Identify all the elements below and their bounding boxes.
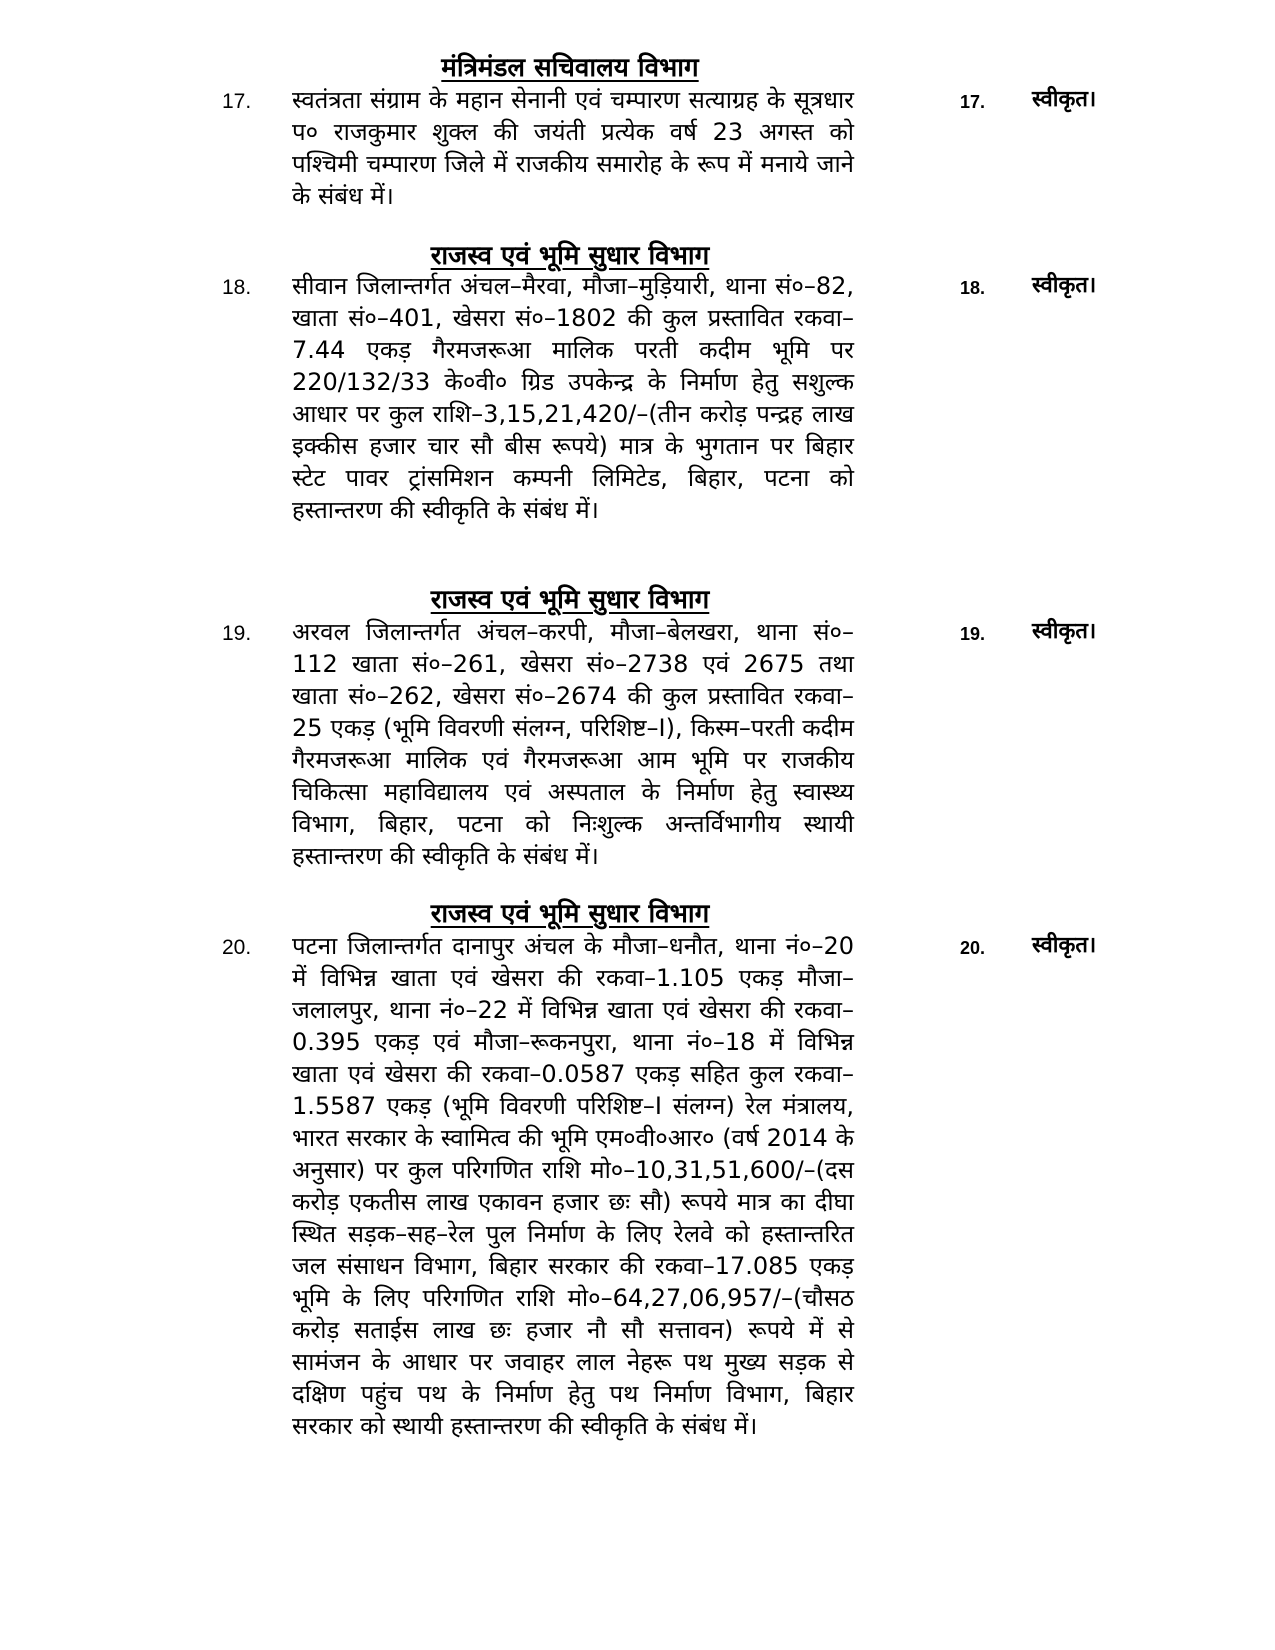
decision-number: 17. (960, 92, 986, 112)
item-description: सीवान जिलान्तर्गत अंचल–मैरवा, मौजा–मुड़ियारी, थाना सं०–82, खाता सं०–401, खेसरा सं०–1802 की कुल प्रस्तावित रकवा–7.44 एकड़ गैरमजरूआ मालिक परती कदीम भूमि पर 220/132/33 के०वी० ग्रिड उपकेन्द्र के निर्माण हेतु सशुल्क आधार पर कुल राशि–3,15,21,420/–(तीन करोड़ पन्द्रह लाख इक्कीस हजार चार सौ बीस रूपये) मात्र के भुगतान पर बिहार स्टेट पावर ट्रांसमिशन कम्पनी लिमिटेड, बिहार, पटना को हस्तान्तरण की स्वीकृति के संबंध में। (292, 272, 854, 524)
item-number: 17. (222, 90, 252, 113)
department-heading: राजस्व एवं भूमि सुधार विभाग (430, 585, 710, 615)
department-heading: राजस्व एवं भूमि सुधार विभाग (430, 899, 710, 929)
item-number: 19. (222, 622, 252, 645)
department-heading: राजस्व एवं भूमि सुधार विभाग (430, 241, 710, 271)
item-number: 18. (222, 276, 252, 299)
decision-status: स्वीकृत। (1032, 87, 1097, 112)
decision-status: स्वीकृत। (1032, 273, 1097, 298)
department-heading: मंत्रिमंडल सचिवालय विभाग (441, 53, 699, 83)
decision-status: स्वीकृत। (1032, 933, 1097, 958)
decision-number: 20. (960, 938, 986, 958)
item-description: स्वतंत्रता संग्राम के महान सेनानी एवं चम्पारण सत्याग्रह के सूत्रधार प० राजकुमार शुक्ल की जयंती प्रत्येक वर्ष 23 अगस्त को पश्चिमी चम्पारण जिले में राजकीय समारोह के रूप में मनाये जाने के संबंध में। (292, 86, 854, 210)
decision-number: 19. (960, 624, 986, 644)
item-description: अरवल जिलान्तर्गत अंचल–करपी, मौजा–बेलखरा, थाना सं०–112 खाता सं०–261, खेसरा सं०–2738 एवं 2675 तथा खाता सं०–262, खेसरा सं०–2674 की कुल प्रस्तावित रकवा–25 एकड़ (भूमि विवरणी संलग्न, परिशिष्ट–I), किस्म–परती कदीम गैरमजरूआ मालिक एवं गैरमजरूआ आम भूमि पर राजकीय चिकित्सा महाविद्यालय एवं अस्पताल के निर्माण हेतु स्वास्थ्य विभाग, बिहार, पटना को निःशुल्क अन्तर्विभागीय स्थायी हस्तान्तरण की स्वीकृति के संबंध में। (292, 618, 854, 870)
decision-number: 18. (960, 278, 986, 298)
item-number: 20. (222, 936, 252, 959)
decision-status: स्वीकृत। (1032, 619, 1097, 644)
item-description: पटना जिलान्तर्गत दानापुर अंचल के मौजा–धनौत, थाना नं०–20 में विभिन्न खाता एवं खेसरा की रकवा–1.105 एकड़ मौजा–जलालपुर, थाना नं०–22 में विभिन्न खाता एवं खेसरा की रकवा–0.395 एकड़ एवं मौजा–रूकनपुरा, थाना नं०–18 में विभिन्न खाता एवं खेसरा की रकवा–0.0587 एकड़ सहित कुल रकवा–1.5587 एकड़ (भूमि विवरणी परिशिष्ट–I संलग्न) रेल मंत्रालय, भारत सरकार के स्वामित्व की भूमि एम०वी०आर० (वर्ष 2014 के अनुसार) पर कुल परिगणित राशि मो०–10,31,51,600/–(दस करोड़ एकतीस लाख एकावन हजार छः सौ) रूपये मात्र का दीघा स्थित सड़क–सह–रेल पुल निर्माण के लिए रेलवे को हस्तान्तरित जल संसाधन विभाग, बिहार सरकार की रकवा–17.085 एकड़ भूमि के लिए परिगणित राशि मो०–64,27,06,957/–(चौसठ करोड़ सताईस लाख छः हजार नौ सौ सत्तावन) रूपये में से सामंजन के आधार पर जवाहर लाल नेहरू पथ मुख्य सड़क से दक्षिण पहुंच पथ के निर्माण हेतु पथ निर्माण विभाग, बिहार सरकार को स्थायी हस्तान्तरण की स्वीकृति के संबंध में। (292, 932, 854, 1440)
